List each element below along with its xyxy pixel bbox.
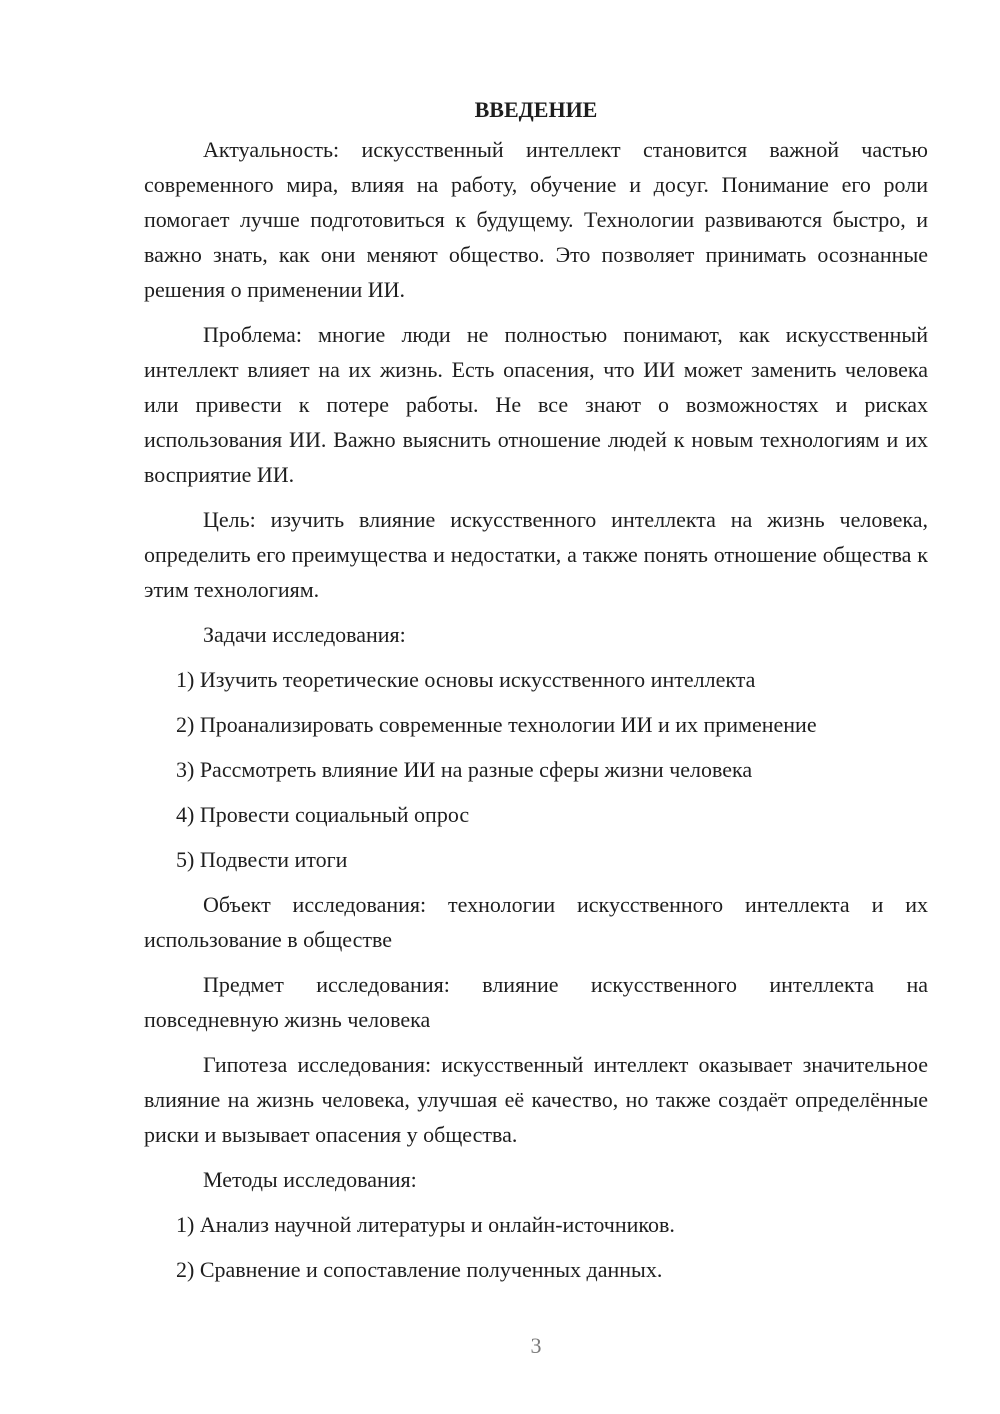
problem-paragraph: Проблема: многие люди не полностью понимают, как искусственный интеллект влияет на их жизнь. Есть опасения, что ИИ может заменить человека или привести к потере работы. Не все знают о возможностях и рисках использования ИИ. Важно выяснить отношение людей к новым технологиям и их восприятие ИИ. [144, 322, 928, 487]
tasks-list [144, 662, 928, 877]
task-item: 1) Изучить теоретические основы искусственного интеллекта [176, 667, 756, 692]
page-number: 3 [530, 1333, 542, 1358]
method-item: 1) Анализ научной литературы и онлайн-источников. [176, 1212, 675, 1237]
task-item: 3) Рассмотреть влияние ИИ на разные сферы жизни человека [176, 757, 753, 782]
methods-heading: Методы исследования: [203, 1167, 417, 1192]
methods-list [144, 1207, 928, 1287]
hypothesis-paragraph: Гипотеза исследования: искусственный интеллект оказывает значительное влияние на жизнь человека, улучшая её качество, но также создаёт определённые риски и вызывает опасения у общества. [144, 1052, 928, 1147]
document-page [144, 92, 928, 1297]
task-item: 4) Провести социальный опрос [176, 802, 470, 827]
object-paragraph: Объект исследования: технологии искусственного интеллекта и их использование в обществе [144, 892, 928, 952]
subject-paragraph: Предмет исследования: влияние искусственного интеллекта на повседневную жизнь человека [144, 972, 928, 1032]
method-item: 2) Сравнение и сопоставление полученных данных. [176, 1257, 663, 1282]
relevance-paragraph: Актуальность: искусственный интеллект становится важной частью современного мира, влияя на работу, обучение и досуг. Понимание его роли помогает лучше подготовиться к будущему. Технологии развиваются быстро, и важно знать, как они меняют общество. Это позволяет принимать осознанные решения о применении ИИ. [144, 137, 928, 302]
page-title: ВВЕДЕНИЕ [474, 97, 598, 122]
task-item: 5) Подвести итоги [176, 847, 348, 872]
task-item: 2) Проанализировать современные технологии ИИ и их применение [176, 712, 817, 737]
tasks-heading: Задачи исследования: [203, 622, 406, 647]
goal-paragraph: Цель: изучить влияние искусственного интеллекта на жизнь человека, определить его преимущества и недостатки, а также понять отношение общества к этим технологиям. [144, 507, 928, 602]
